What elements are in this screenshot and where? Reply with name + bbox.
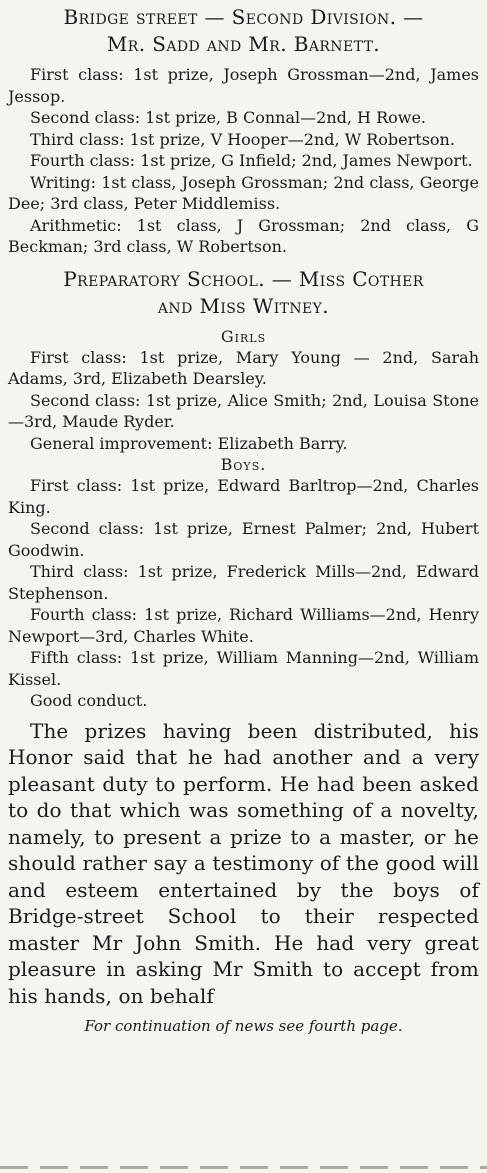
prize-entry: Third class: 1st prize, Frederick Mills—2nd, Edward Stephenson. (8, 562, 479, 603)
prize-entry: Fourth class: 1st prize, Richard Williams—2nd, Henry Newport—3rd, Charles White. (8, 605, 479, 646)
prize-entry: Arithmetic: 1st class, J Grossman; 2nd class, G Beckman; 3rd class, W Robertson. (8, 215, 479, 256)
prize-entry: Fifth class: 1st prize, William Manning—2nd, William Kissel. (8, 648, 479, 689)
section-heading-teachers: Mr. Sadd and Mr. Barnett. (106, 32, 381, 56)
section-heading-preparatory-school: Preparatory School. — Miss Cother (63, 266, 424, 291)
prize-entry: Fourth class: 1st prize, G Infield; 2nd, James Newport. (30, 151, 473, 170)
article-paragraph: The prizes having been distributed, his Honor said that he had another and a very pleasant duty to perform. He had been asked to do that which was something of a novelty, namely, to present a prize to a master, or he should rather say a testimony of the good will and esteem entertained by the boys of Bridge-street School to their respected master Mr John Smith. He had very great pleasure in asking Mr Smith to accept from his hands, on behalf (8, 718, 479, 1008)
prize-entry: First class: 1st prize, Edward Barltrop—2nd, Charles King. (8, 476, 479, 517)
prize-entry: Good conduct. (30, 691, 148, 710)
prize-entry: Second class: 1st prize, B Connal—2nd, H Rowe. (30, 108, 427, 127)
prize-entry: First class: 1st prize, Joseph Grossman—2nd, James Jessop. (8, 65, 479, 106)
prize-entry: General improvement: Elizabeth Barry. (30, 433, 348, 453)
prize-entry: First class: 1st prize, Mary Young — 2nd, Sarah Adams, 3rd, Elizabeth Dearsley. (8, 347, 479, 388)
section-heading-teachers: and Miss Witney. (157, 293, 330, 318)
prize-entry: Writing: 1st class, Joseph Grossman; 2nd class, George Dee; 3rd class, Peter Middlemiss. (8, 172, 479, 213)
continuation-note: For continuation of news see fourth page. (84, 1017, 403, 1035)
subheading-girls: Girls (220, 326, 267, 346)
section-heading-bridge-street: Bridge street — Second Division. — (63, 5, 424, 29)
newspaper-column (0, 4, 487, 1173)
prize-entry: Second class: 1st prize, Ernest Palmer; 2nd, Hubert Goodwin. (8, 519, 479, 560)
prize-entry: Third class: 1st prize, V Hooper—2nd, W Robertson. (30, 129, 455, 149)
subheading-boys: Boys. (220, 455, 267, 474)
prize-entry: Second class: 1st prize, Alice Smith; 2nd, Louisa Stone—3rd, Maude Ryder. (8, 390, 479, 431)
